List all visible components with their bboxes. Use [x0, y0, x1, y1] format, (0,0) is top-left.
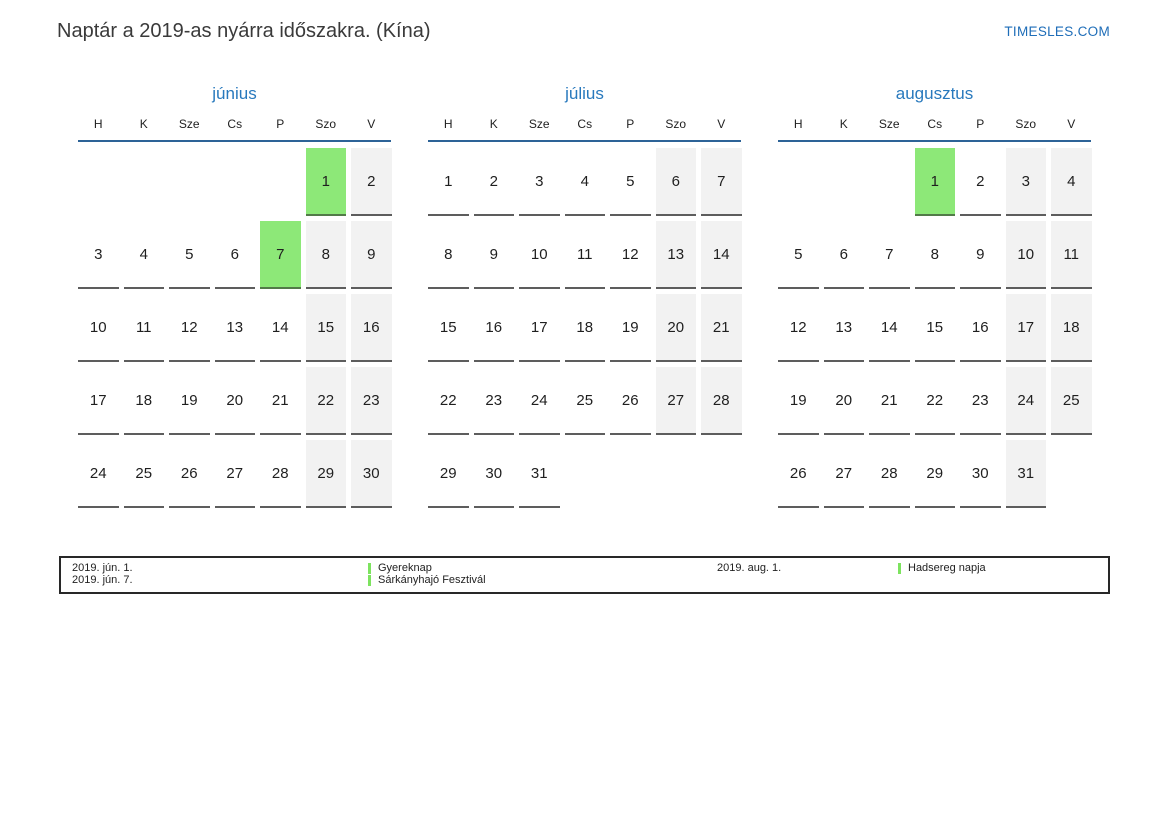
weekday-label: P	[626, 117, 635, 131]
weekend-cell: 22	[306, 367, 347, 435]
weekday-header	[428, 117, 741, 131]
month-block	[428, 84, 741, 508]
weekend-cell: 21	[701, 294, 742, 362]
day-cell: 14	[869, 294, 910, 362]
empty-cell	[169, 148, 210, 216]
day-cell: 17	[78, 367, 119, 435]
holiday-marker-icon	[368, 575, 371, 586]
weekday-label: H	[443, 117, 453, 131]
calendar-grid	[778, 148, 1092, 508]
day-cell: 4	[124, 221, 165, 289]
weekday-label: Sze	[528, 117, 550, 131]
legend-entry	[368, 574, 486, 586]
weekend-cell: 9	[351, 221, 392, 289]
day-cell: 19	[610, 294, 651, 362]
day-cell: 26	[778, 440, 819, 508]
empty-cell	[565, 440, 606, 508]
legend-date: 2019. jún. 1.	[72, 562, 133, 574]
day-cell: 17	[519, 294, 560, 362]
weekday-label: P	[276, 117, 285, 131]
day-cell: 23	[960, 367, 1001, 435]
day-cell: 24	[78, 440, 119, 508]
weekday-label: V	[367, 117, 376, 131]
day-cell: 24	[519, 367, 560, 435]
weekend-cell: 14	[701, 221, 742, 289]
legend-entry	[898, 562, 986, 574]
day-cell: 1	[428, 148, 469, 216]
weekend-cell: 4	[1051, 148, 1092, 216]
weekend-cell: 27	[656, 367, 697, 435]
day-cell: 6	[824, 221, 865, 289]
day-cell: 23	[474, 367, 515, 435]
weekend-cell: 15	[306, 294, 347, 362]
weekend-cell: 23	[351, 367, 392, 435]
month-title: augusztus	[895, 84, 974, 103]
empty-cell	[656, 440, 697, 508]
day-cell: 5	[169, 221, 210, 289]
weekend-cell: 16	[351, 294, 392, 362]
month-block	[78, 84, 391, 508]
legend-label: Hadsereg napja	[908, 562, 986, 574]
weekend-cell: 6	[656, 148, 697, 216]
day-cell: 30	[474, 440, 515, 508]
calendar-grid	[78, 148, 392, 508]
weekend-cell: 18	[1051, 294, 1092, 362]
weekday-label: H	[93, 117, 103, 131]
weekday-label: Szo	[665, 117, 687, 131]
day-cell: 22	[915, 367, 956, 435]
day-cell: 5	[778, 221, 819, 289]
weekday-label: H	[793, 117, 803, 131]
weekend-cell: 20	[656, 294, 697, 362]
weekend-cell: 2	[351, 148, 392, 216]
month-header-line	[78, 140, 391, 142]
day-cell: 21	[869, 367, 910, 435]
weekday-label: Szo	[315, 117, 337, 131]
page-title: Naptár a 2019-as nyárra időszakra. (Kína)	[57, 20, 431, 42]
day-cell: 19	[778, 367, 819, 435]
month-title: július	[565, 84, 604, 103]
day-cell: 29	[915, 440, 956, 508]
day-cell: 26	[610, 367, 651, 435]
weekday-label: Szo	[1015, 117, 1037, 131]
empty-cell	[1051, 440, 1092, 508]
legend-date: 2019. jún. 7.	[72, 574, 133, 586]
legend-date: 2019. aug. 1.	[717, 562, 782, 574]
day-cell: 27	[824, 440, 865, 508]
empty-cell	[869, 148, 910, 216]
day-cell: 19	[169, 367, 210, 435]
empty-cell	[610, 440, 651, 508]
day-cell: 12	[169, 294, 210, 362]
weekend-cell: 8	[306, 221, 347, 289]
empty-cell	[78, 148, 119, 216]
holiday-marker-icon	[898, 563, 901, 574]
day-cell: 3	[519, 148, 560, 216]
day-cell: 25	[565, 367, 606, 435]
weekday-label: Cs	[927, 117, 943, 131]
weekday-label: P	[976, 117, 985, 131]
empty-cell	[215, 148, 256, 216]
legend-label: Sárkányhajó Fesztivál	[378, 574, 486, 586]
empty-cell	[124, 148, 165, 216]
month-block	[778, 84, 1091, 508]
site-link[interactable]: TIMESLES.COM	[1004, 24, 1110, 39]
legend-label: Gyereknap	[378, 562, 432, 574]
day-cell: 26	[169, 440, 210, 508]
day-cell: 9	[474, 221, 515, 289]
day-cell: 2	[960, 148, 1001, 216]
weekend-cell: 10	[1006, 221, 1047, 289]
day-cell: 20	[824, 367, 865, 435]
empty-cell	[701, 440, 742, 508]
empty-cell	[778, 148, 819, 216]
day-cell: 12	[610, 221, 651, 289]
day-cell: 31	[519, 440, 560, 508]
day-cell: 10	[78, 294, 119, 362]
weekend-cell: 17	[1006, 294, 1047, 362]
holiday-cell: 7	[260, 221, 301, 289]
holiday-cell: 1	[306, 148, 347, 216]
day-cell: 20	[215, 367, 256, 435]
day-cell: 8	[915, 221, 956, 289]
month-header-line	[428, 140, 741, 142]
day-cell: 9	[960, 221, 1001, 289]
day-cell: 7	[869, 221, 910, 289]
day-cell: 13	[824, 294, 865, 362]
holiday-cell: 1	[915, 148, 956, 216]
weekend-cell: 13	[656, 221, 697, 289]
month-header-line	[778, 140, 1091, 142]
day-cell: 15	[428, 294, 469, 362]
day-cell: 27	[215, 440, 256, 508]
weekday-label: V	[1067, 117, 1076, 131]
day-cell: 10	[519, 221, 560, 289]
day-cell: 22	[428, 367, 469, 435]
weekday-label: K	[139, 117, 148, 131]
day-cell: 18	[565, 294, 606, 362]
weekday-label: V	[717, 117, 726, 131]
day-cell: 8	[428, 221, 469, 289]
holiday-marker-icon	[368, 563, 371, 574]
weekday-label: Cs	[577, 117, 593, 131]
day-cell: 30	[960, 440, 1001, 508]
day-cell: 6	[215, 221, 256, 289]
day-cell: 21	[260, 367, 301, 435]
weekday-label: K	[839, 117, 848, 131]
day-cell: 29	[428, 440, 469, 508]
day-cell: 28	[260, 440, 301, 508]
weekend-cell: 24	[1006, 367, 1047, 435]
weekend-cell: 30	[351, 440, 392, 508]
weekend-cell: 3	[1006, 148, 1047, 216]
day-cell: 3	[78, 221, 119, 289]
weekday-label: K	[489, 117, 498, 131]
weekend-cell: 25	[1051, 367, 1092, 435]
day-cell: 16	[474, 294, 515, 362]
day-cell: 14	[260, 294, 301, 362]
weekday-label: Sze	[178, 117, 200, 131]
weekday-header	[78, 117, 391, 131]
day-cell: 11	[124, 294, 165, 362]
weekday-header	[778, 117, 1091, 131]
weekday-label: Cs	[227, 117, 243, 131]
weekend-cell: 7	[701, 148, 742, 216]
weekend-cell: 29	[306, 440, 347, 508]
day-cell: 12	[778, 294, 819, 362]
weekday-label: Sze	[878, 117, 900, 131]
day-cell: 11	[565, 221, 606, 289]
weekend-cell: 28	[701, 367, 742, 435]
legend-box	[59, 556, 1110, 594]
empty-cell	[260, 148, 301, 216]
calendar-grid	[428, 148, 742, 508]
empty-cell	[824, 148, 865, 216]
day-cell: 5	[610, 148, 651, 216]
day-cell: 2	[474, 148, 515, 216]
month-title: június	[212, 84, 257, 103]
day-cell: 16	[960, 294, 1001, 362]
day-cell: 28	[869, 440, 910, 508]
weekend-cell: 11	[1051, 221, 1092, 289]
day-cell: 25	[124, 440, 165, 508]
weekend-cell: 31	[1006, 440, 1047, 508]
day-cell: 4	[565, 148, 606, 216]
day-cell: 15	[915, 294, 956, 362]
day-cell: 13	[215, 294, 256, 362]
day-cell: 18	[124, 367, 165, 435]
legend-entry	[368, 562, 432, 574]
